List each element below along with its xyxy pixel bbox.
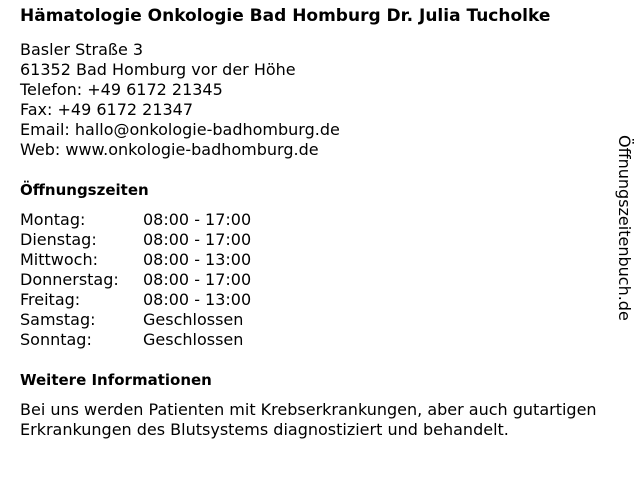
hours-row (20, 230, 620, 250)
street-address: Basler Straße 3 (20, 40, 144, 59)
business-card (20, 6, 620, 456)
hours-time: 08:00 - 13:00 (143, 290, 252, 309)
hours-time: Geschlossen (143, 330, 244, 349)
opening-hours-heading: Öffnungszeiten (20, 181, 149, 199)
hours-time: 08:00 - 17:00 (143, 230, 252, 249)
hours-time: 08:00 - 13:00 (143, 250, 252, 269)
hours-time: 08:00 - 17:00 (143, 270, 252, 289)
hours-day: Donnerstag: (20, 270, 119, 289)
hours-row (20, 310, 620, 330)
hours-day: Freitag: (20, 290, 81, 309)
city-address: 61352 Bad Homburg vor der Höhe (20, 60, 296, 79)
hours-row (20, 290, 620, 310)
hours-day: Mittwoch: (20, 250, 98, 269)
hours-day: Dienstag: (20, 230, 97, 249)
further-info-text: Bei uns werden Patienten mit Krebserkrankungen, aber auch gutartigen Erkrankungen des Blutsystems diagnostiziert und behandelt. (20, 400, 597, 439)
hours-time: Geschlossen (143, 310, 244, 329)
hours-day: Montag: (20, 210, 86, 229)
site-brand-label: Öffnungszeitenbuch.de (615, 135, 634, 321)
fax-number: Fax: +49 6172 21347 (20, 100, 194, 119)
website-address: Web: www.onkologie-badhomburg.de (20, 140, 319, 159)
hours-day: Sonntag: (20, 330, 92, 349)
further-info-heading: Weitere Informationen (20, 371, 212, 389)
contact-block (20, 40, 620, 160)
hours-row (20, 250, 620, 270)
email-address: Email: hallo@onkologie-badhomburg.de (20, 120, 340, 139)
opening-hours-table (20, 210, 620, 350)
hours-time: 08:00 - 17:00 (143, 210, 252, 229)
hours-row (20, 270, 620, 290)
hours-row (20, 330, 620, 350)
phone-number: Telefon: +49 6172 21345 (20, 80, 223, 99)
business-title: Hämatologie Onkologie Bad Homburg Dr. Julia Tucholke (20, 6, 551, 26)
hours-day: Samstag: (20, 310, 96, 329)
hours-row (20, 210, 620, 230)
